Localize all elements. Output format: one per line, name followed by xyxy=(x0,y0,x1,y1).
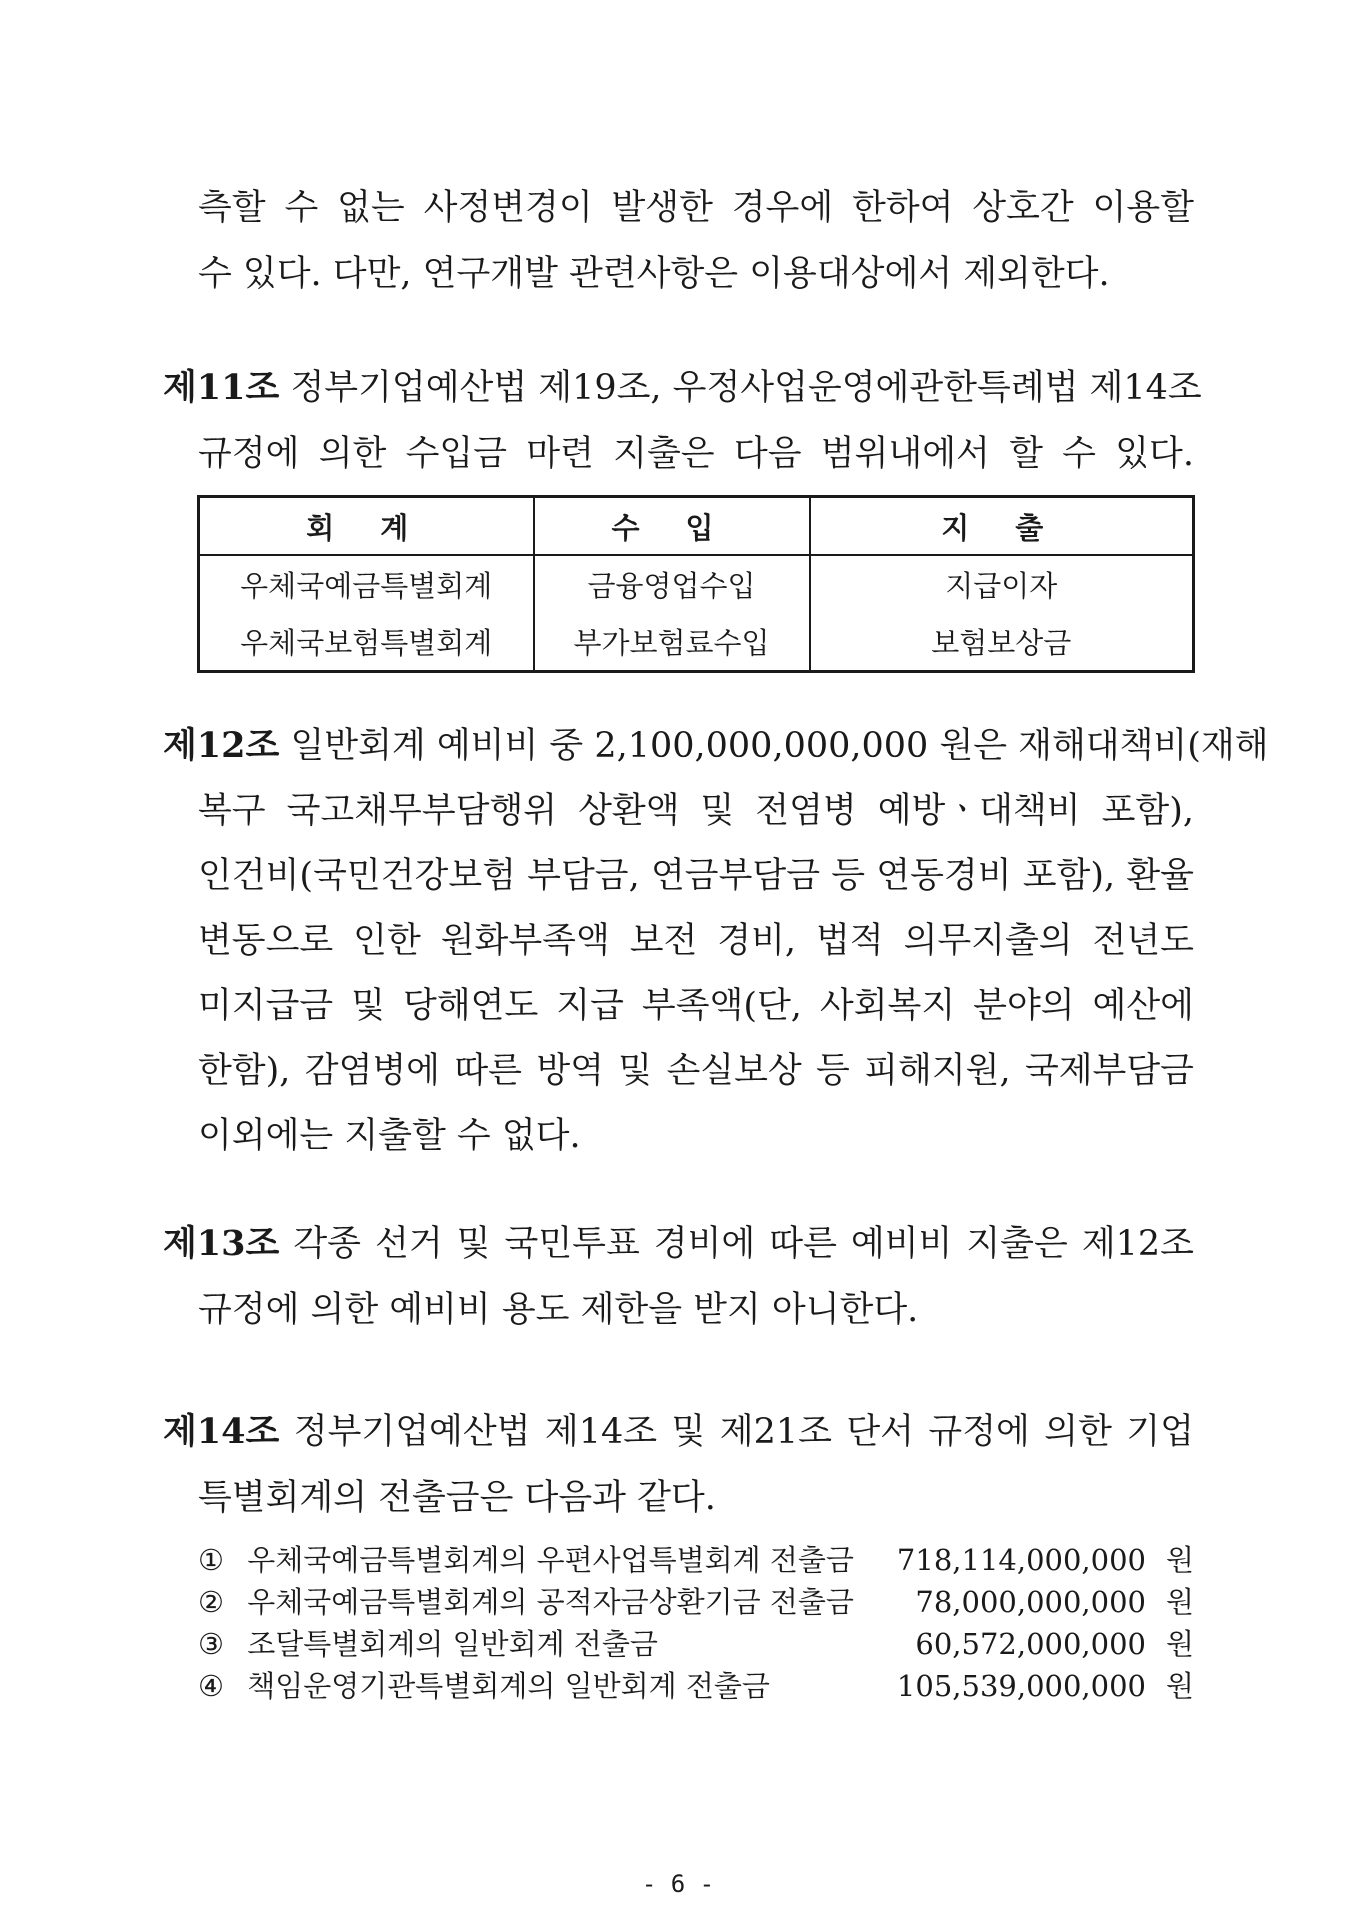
item-number: ② xyxy=(198,1585,224,1619)
item-amount: 78,000,000,000 xyxy=(915,1585,1146,1619)
article-11-line-2: 규정에 의한 수입금 마련 지출은 다음 범위내에서 할 수 있다. xyxy=(198,434,1194,474)
table-row xyxy=(199,613,1194,672)
item-unit: 원 xyxy=(1165,1585,1194,1619)
page-number: - 6 - xyxy=(641,1870,715,1898)
article-14-line-2: 특별회계의 전출금은 다음과 같다. xyxy=(198,1478,716,1518)
item-label: 우체국예금특별회계의 우편사업특별회계 전출금 xyxy=(247,1543,854,1577)
article-11-text-1: 정부기업예산법 제19조, 우정사업운영에관한특례법 제14조 xyxy=(290,368,1202,408)
article-11-label: 제11조 xyxy=(163,367,280,408)
table-header-revenue: 수 입 xyxy=(534,497,810,556)
list-item xyxy=(198,1540,1194,1580)
table-cell: 지급이자 xyxy=(945,569,1058,603)
article-12-line-1 xyxy=(163,724,1269,768)
article-14-text-1: 정부기업예산법 제14조 및 제21조 단서 규정에 의한 기업 xyxy=(293,1412,1194,1452)
article-11-line-1 xyxy=(163,366,1202,410)
intro-line-1: 측할 수 없는 사정변경이 발생한 경우에 한하여 상호간 이용할 xyxy=(198,188,1194,228)
item-amount: 718,114,000,000 xyxy=(896,1543,1146,1577)
item-amount: 60,572,000,000 xyxy=(915,1627,1146,1661)
table-cell: 금융영업수입 xyxy=(534,555,810,613)
item-number: ④ xyxy=(198,1669,224,1703)
table-header-expenditure: 지 출 xyxy=(810,497,1194,556)
item-label: 조달특별회계의 일반회계 전출금 xyxy=(247,1627,658,1661)
article-13-line-1 xyxy=(163,1222,1194,1266)
article-12-label: 제12조 xyxy=(163,725,280,766)
table-cell: 보험보상금 xyxy=(931,626,1072,660)
list-item xyxy=(198,1666,1194,1706)
article-14-line-1 xyxy=(163,1410,1194,1454)
item-label: 책임운영기관특별회계의 일반회계 전출금 xyxy=(247,1669,770,1703)
item-unit: 원 xyxy=(1165,1543,1194,1577)
table-header-account: 회 계 xyxy=(199,497,534,556)
item-unit: 원 xyxy=(1165,1669,1194,1703)
item-label: 우체국예금특별회계의 공적자금상환기금 전출금 xyxy=(247,1585,854,1619)
article-12-line-2: 복구 국고채무부담행위 상환액 및 전염병 예방ㆍ대책비 포함), xyxy=(198,791,1194,831)
item-unit: 원 xyxy=(1165,1627,1194,1661)
article-12-line-4: 변동으로 인한 원화부족액 보전 경비, 법적 의무지출의 전년도 xyxy=(198,921,1194,961)
article-13-text-1: 각종 선거 및 국민투표 경비에 따른 예비비 지출은 제12조 xyxy=(293,1224,1194,1264)
article-12-text-1: 일반회계 예비비 중 2,100,000,000,000 원은 재해대책비(재해 xyxy=(290,726,1269,766)
table-cell: 부가보험료수입 xyxy=(534,613,810,672)
table-header-row xyxy=(199,497,1194,556)
item-amount: 105,539,000,000 xyxy=(896,1669,1146,1703)
table-row xyxy=(199,555,1194,613)
intro-line-2: 수 있다. 다만, 연구개발 관련사항은 이용대상에서 제외한다. xyxy=(198,254,1110,294)
article-13-label: 제13조 xyxy=(163,1223,280,1264)
article-12-line-7: 이외에는 지출할 수 없다. xyxy=(198,1116,581,1156)
table-cell: 우체국예금특별회계 xyxy=(199,555,534,613)
revenue-expenditure-table xyxy=(197,495,1195,673)
article-12-line-5: 미지급금 및 당해연도 지급 부족액(단, 사회복지 분야의 예산에 xyxy=(198,986,1194,1026)
article-13-line-2: 규정에 의한 예비비 용도 제한을 받지 아니한다. xyxy=(198,1290,919,1330)
list-item xyxy=(198,1624,1194,1664)
article-12-line-3: 인건비(국민건강보험 부담금, 연금부담금 등 연동경비 포함), 환율 xyxy=(198,856,1194,896)
list-item xyxy=(198,1582,1194,1622)
table-cell: 우체국보험특별회계 xyxy=(199,613,534,672)
article-14-label: 제14조 xyxy=(163,1411,280,1452)
item-number: ① xyxy=(198,1543,224,1577)
article-12-line-6: 한함), 감염병에 따른 방역 및 손실보상 등 피해지원, 국제부담금 xyxy=(198,1051,1194,1091)
item-number: ③ xyxy=(198,1627,224,1661)
